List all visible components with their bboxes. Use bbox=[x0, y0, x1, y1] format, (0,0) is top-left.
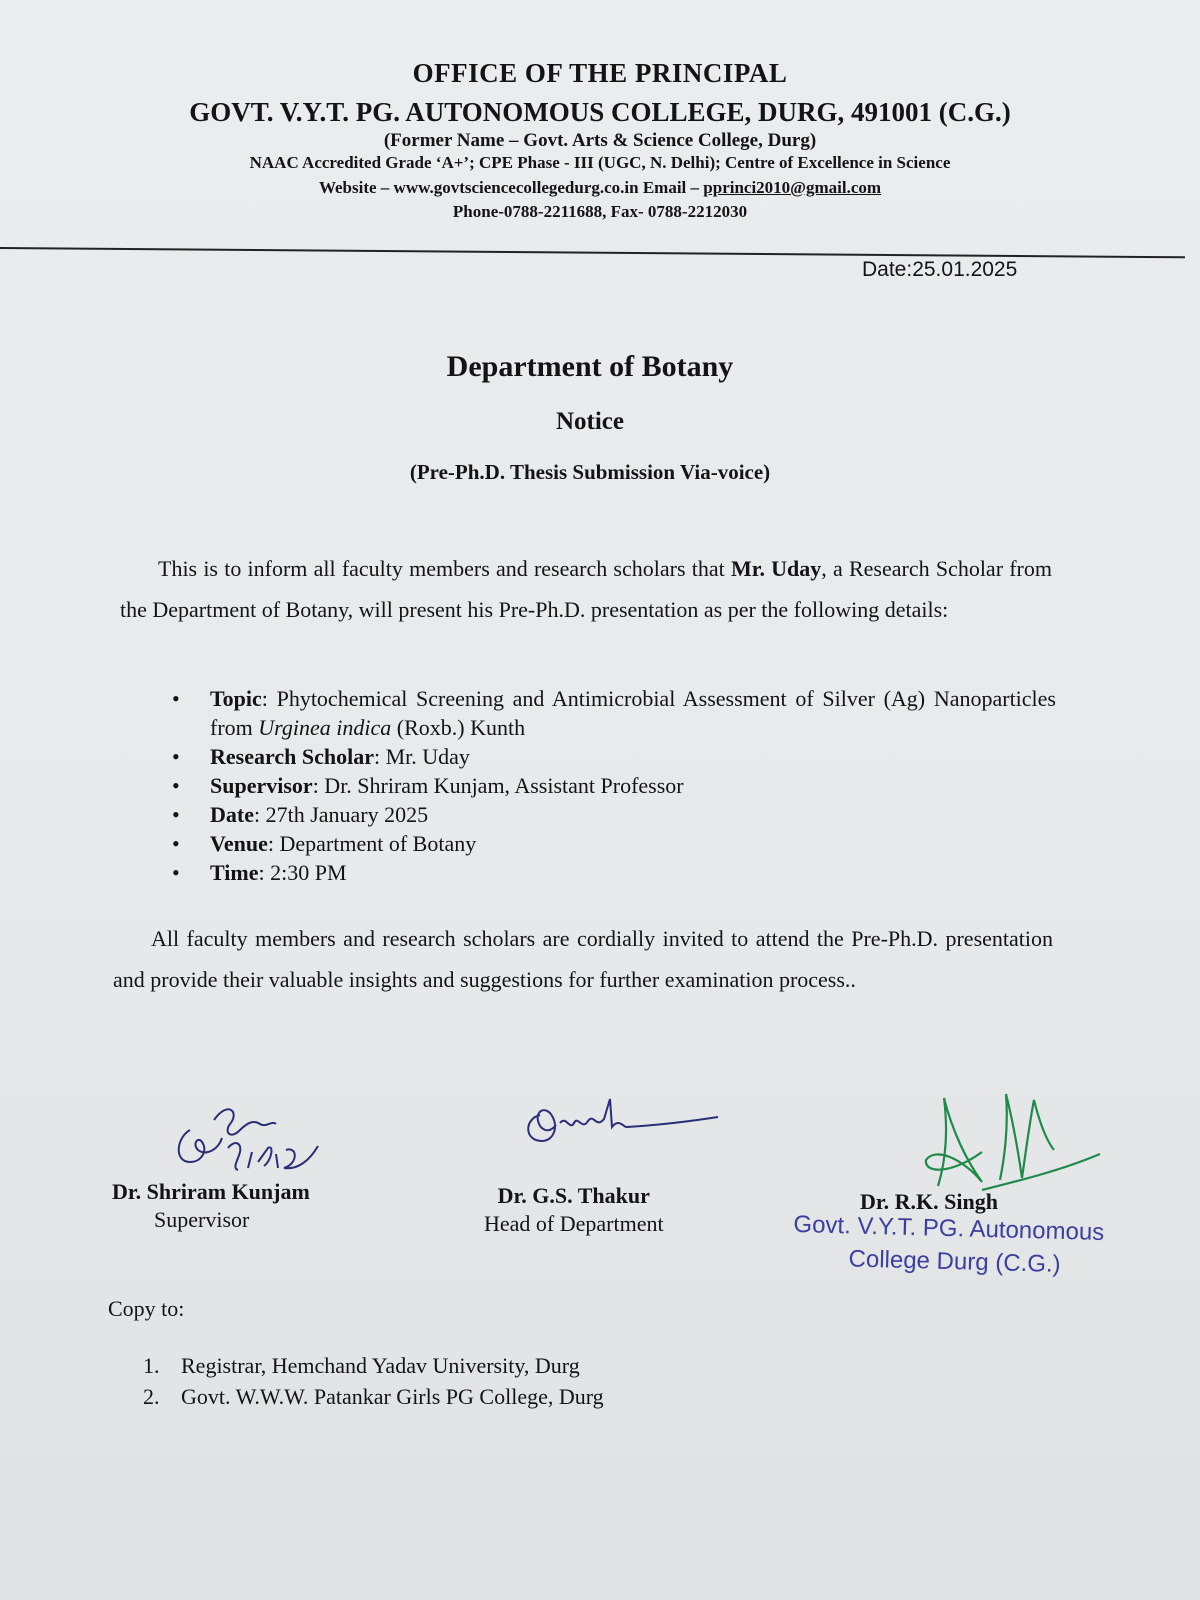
list-item: 1. Registrar, Hemchand Yadav University, Durg bbox=[143, 1353, 580, 1378]
list-item: • Venue: Department of Botany bbox=[170, 829, 1056, 858]
header-divider bbox=[0, 247, 1185, 258]
list-item: • Time: 2:30 PM bbox=[170, 858, 1056, 887]
notice-heading: Notice bbox=[555, 408, 625, 435]
list-item: • Supervisor: Dr. Shriram Kunjam, Assistant Professor bbox=[170, 771, 1056, 800]
supervisor-signature bbox=[168, 1090, 338, 1185]
contact-line bbox=[0, 178, 1200, 198]
website-text: Website – www.govtsciencecollegedurg.co.in Email – bbox=[318, 178, 704, 197]
copy-to-label: Copy to: bbox=[108, 1296, 185, 1321]
college-stamp bbox=[792, 1208, 1104, 1282]
list-item: • Date: 27th January 2025 bbox=[170, 800, 1056, 829]
hod-signature bbox=[522, 1095, 732, 1155]
email-link: pprinci2010@gmail.com bbox=[703, 178, 882, 197]
phone-line: Phone-0788-2211688, Fax- 0788-2212030 bbox=[452, 202, 748, 221]
principal-name: Dr. R.K. Singh bbox=[860, 1189, 998, 1214]
department-title: Department of Botany bbox=[446, 350, 734, 383]
list-item: 2. Govt. W.W.W. Patankar Girls PG College, Durg bbox=[143, 1384, 604, 1409]
scholar-name: Mr. Uday bbox=[730, 556, 822, 581]
principal-signature bbox=[922, 1090, 1107, 1195]
hod-role: Head of Department bbox=[484, 1211, 664, 1236]
invitation-paragraph: All faculty members and research scholars are cordially invited to attend the Pre-Ph.D. presentation and provide their valuable insights and suggestions for further examination process.. bbox=[113, 926, 1053, 992]
details-list bbox=[170, 684, 1056, 887]
species-name: Urginea indica bbox=[258, 715, 392, 740]
former-name: (Former Name – Govt. Arts & Science College, Durg) bbox=[383, 130, 817, 151]
copy-to-list bbox=[143, 1350, 604, 1412]
list-item: • Topic: Phytochemical Screening and Antimicrobial Assessment of Silver (Ag) Nanoparticles from Urginea indica (Roxb.) Kunth bbox=[170, 684, 1056, 742]
accreditation-line: NAAC Accredited Grade ‘A+’; CPE Phase - III (UGC, N. Delhi); Centre of Excellence in Science bbox=[249, 153, 951, 172]
list-item: • Research Scholar: Mr. Uday bbox=[170, 742, 1056, 771]
stamp-line-1: Govt. V.Y.T. PG. Autonomous bbox=[793, 1210, 1105, 1247]
college-name: GOVT. V.Y.T. PG. AUTONOMOUS COLLEGE, DURG, 491001 (C.G.) bbox=[189, 97, 1011, 127]
supervisor-role: Supervisor bbox=[154, 1207, 250, 1232]
notice-subject: (Pre-Ph.D. Thesis Submission Via-voice) bbox=[409, 460, 771, 484]
notice-date: Date:25.01.2025 bbox=[862, 258, 1018, 281]
hod-name: Dr. G.S. Thakur bbox=[497, 1183, 650, 1208]
stamp-line-2: College Durg (C.G.) bbox=[848, 1245, 1061, 1278]
hod-signature-block bbox=[484, 1182, 664, 1238]
supervisor-signature-block bbox=[112, 1178, 310, 1234]
intro-paragraph: This is to inform all faculty members and research scholars that Mr. Uday, a Research Scholar from the Department of Botany, will present his Pre-Ph.D. presentation as per the following details: bbox=[120, 556, 1052, 622]
supervisor-name: Dr. Shriram Kunjam bbox=[112, 1179, 310, 1204]
office-title: OFFICE OF THE PRINCIPAL bbox=[412, 58, 788, 88]
